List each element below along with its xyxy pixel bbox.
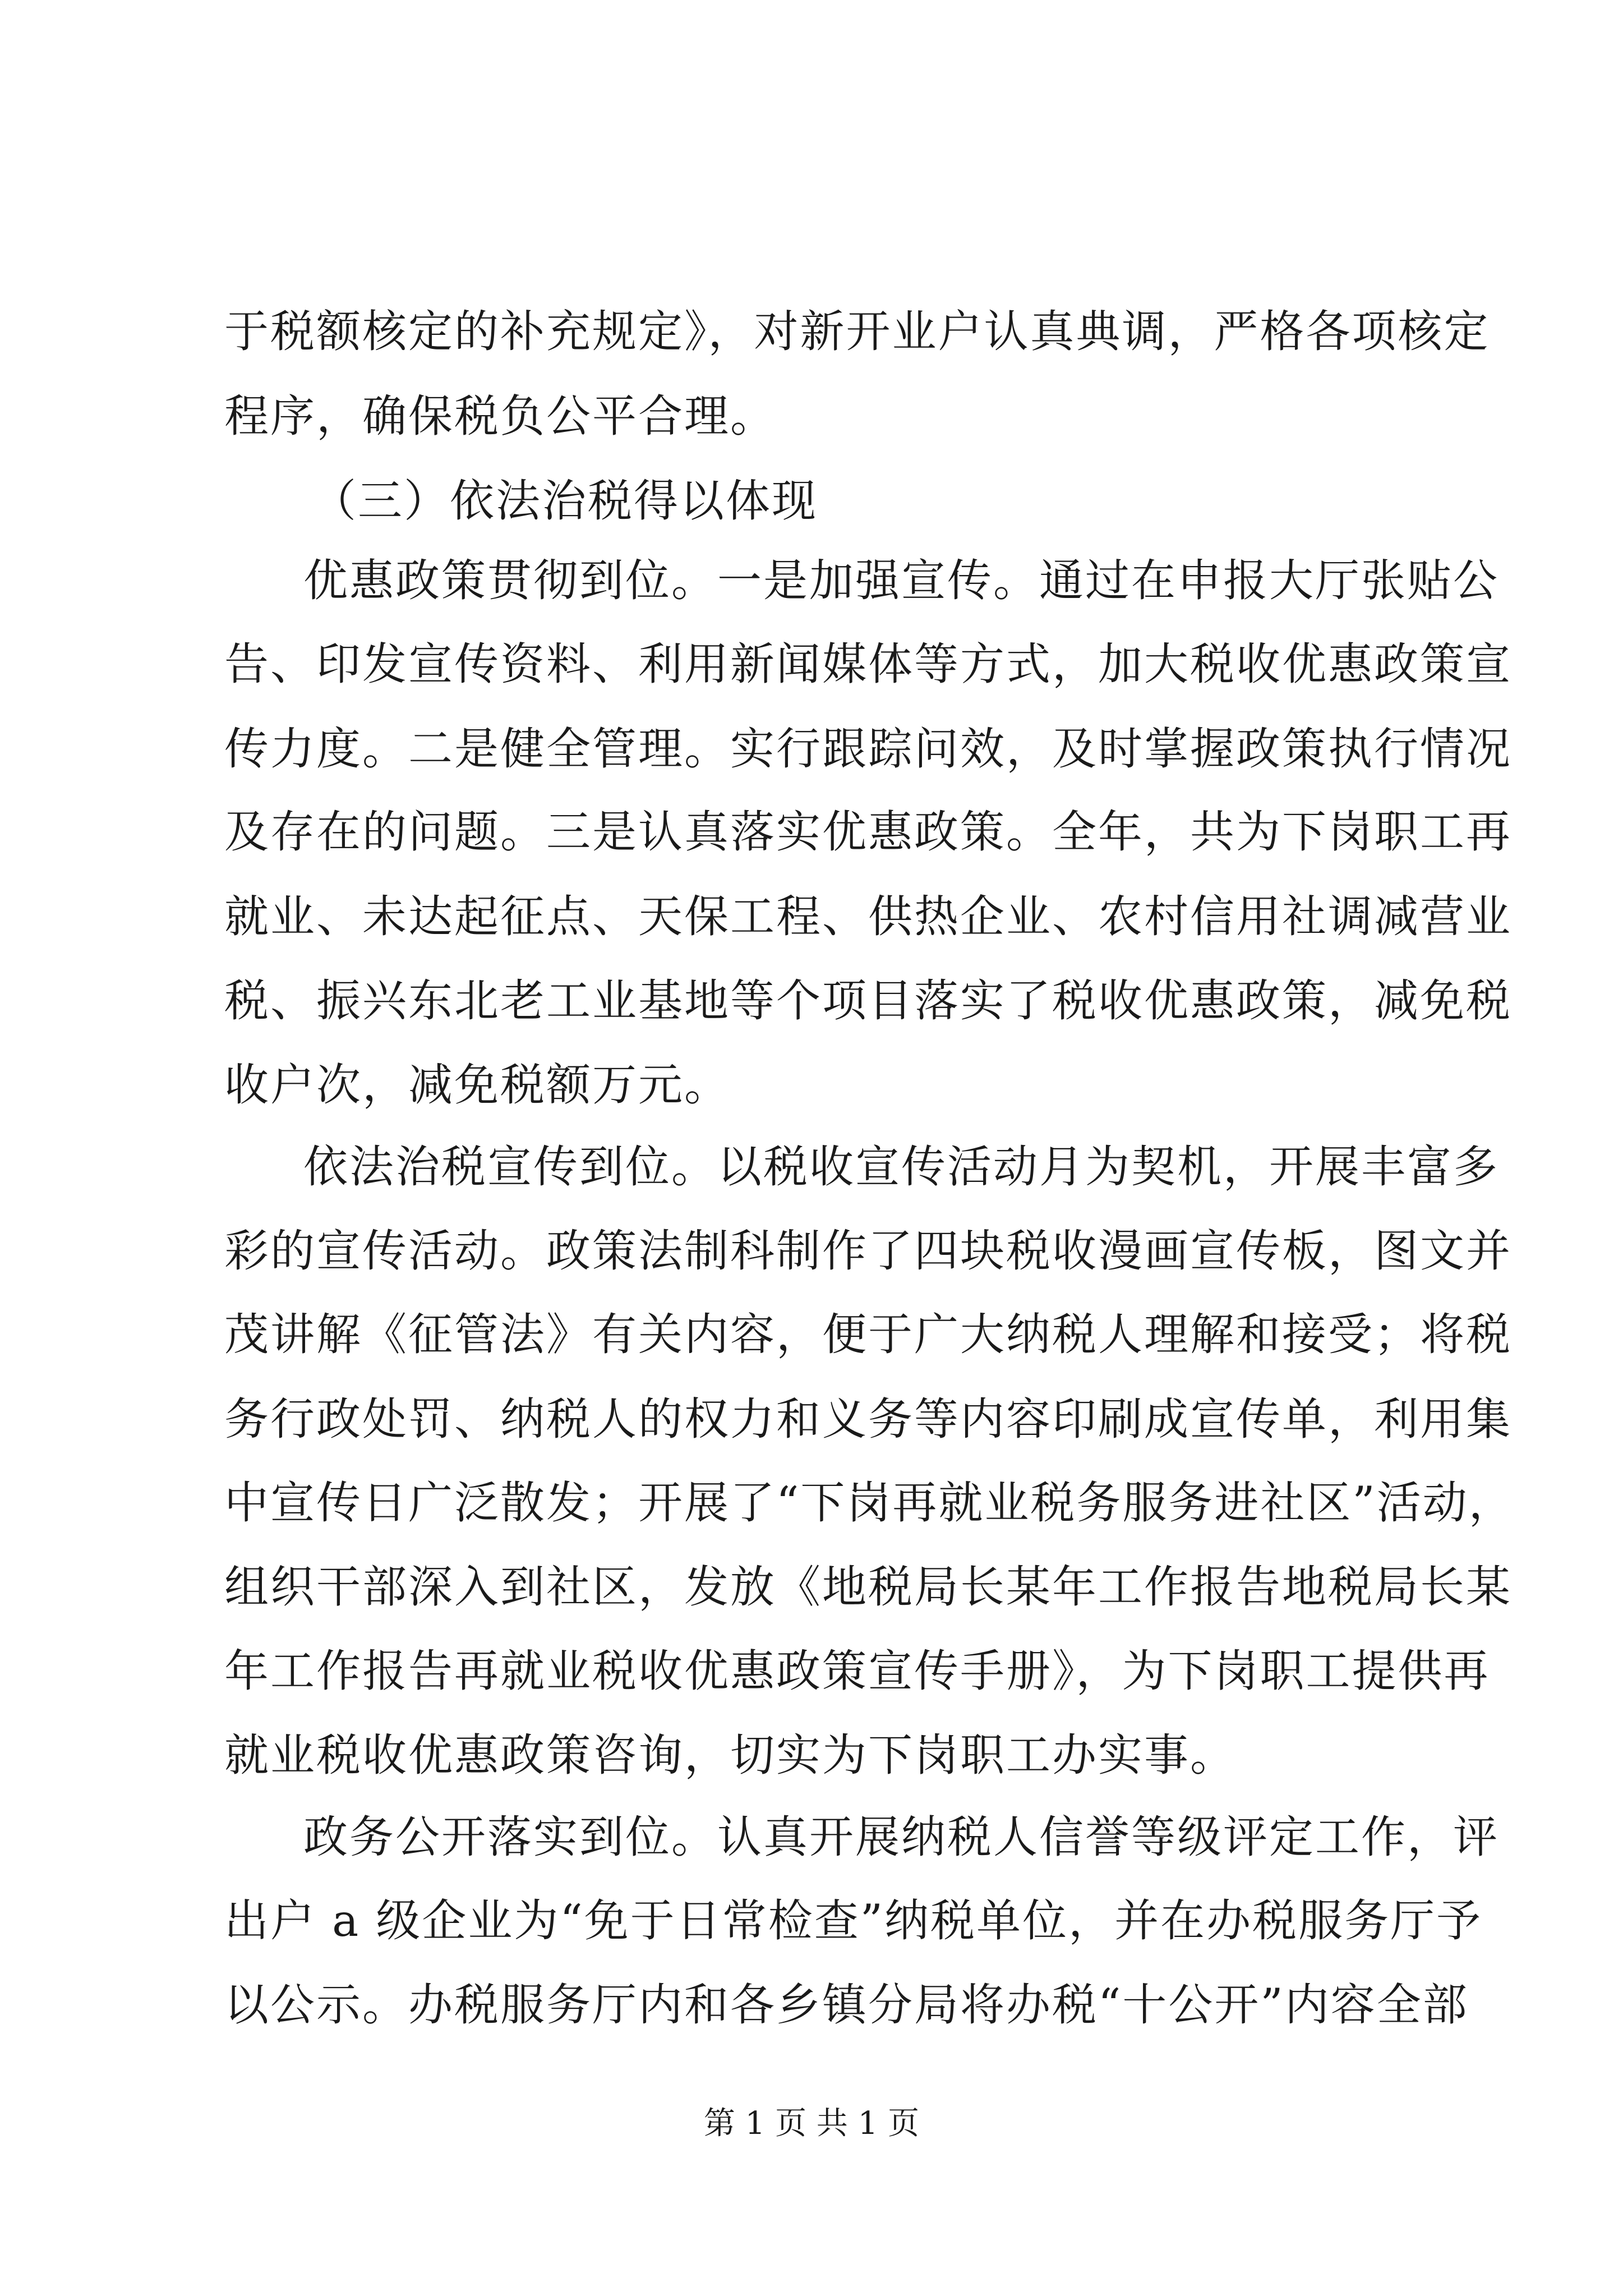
text-line: 告、印发宣传资料、利用新闻媒体等方式，加大税收优惠政策宣 (224, 638, 1512, 690)
text-line: 于税额核定的补充规定》，对新开业户认真典调，严格各项核定 (224, 306, 1490, 357)
text-line: 以公示。办税服务厅内和各乡镇分局将办税“十公开”内容全部 (224, 1979, 1469, 2031)
text-line: 中宣传日广泛散发；开展了“下岗再就业税务服务进社区”活动， (224, 1477, 1515, 1529)
text-line: 传力度。二是健全管理。实行跟踪问效，及时掌握政策执行情况 (224, 723, 1512, 775)
text-line: 就业税收优惠政策咨询，切实为下岗职工办实事。 (224, 1729, 1236, 1781)
text-line: 就业、未达起征点、天保工程、供热企业、农村信用社调减营业 (224, 891, 1512, 942)
text-line: 年工作报告再就业税收优惠政策宣传手册》，为下岗职工提供再 (224, 1645, 1490, 1697)
page-number-footer: 第 1 页 共 1 页 (703, 2105, 920, 2142)
text-line: 税、振兴东北老工业基地等个项目落实了税收优惠政策，减免税 (224, 975, 1512, 1027)
text-line: 茂讲解《征管法》有关内容，便于广大纳税人理解和接受；将税 (224, 1309, 1512, 1360)
text-line: 及存在的问题。三是认真落实优惠政策。全年，共为下岗职工再 (224, 806, 1512, 858)
paragraph-first-line: 政务公开落实到位。认真开展纳税人信誉等级评定工作，评 (303, 1811, 1499, 1863)
text-line: 彩的宣传活动。政策法制科制作了四块税收漫画宣传板，图文并 (224, 1225, 1512, 1277)
paragraph-first-line: 优惠政策贯彻到位。一是加强宣传。通过在申报大厅张贴公 (303, 555, 1499, 606)
text-line: 收户次，减免税额万元。 (224, 1059, 730, 1111)
text-line: 组织干部深入到社区，发放《地税局长某年工作报告地税局长某 (224, 1561, 1512, 1613)
text-line: 务行政处罚、纳税人的权力和义务等内容印刷成宣传单，利用集 (224, 1393, 1512, 1445)
text-line: 程序，确保税负公平合理。 (224, 390, 776, 442)
section-heading: （三）依法治税得以体现 (312, 475, 818, 527)
text-line: 出户 a 级企业为“免于日常检查”纳税单位，并在办税服务厅予 (224, 1895, 1483, 1947)
paragraph-first-line: 依法治税宣传到位。以税收宣传活动月为契机，开展丰富多 (303, 1141, 1499, 1193)
